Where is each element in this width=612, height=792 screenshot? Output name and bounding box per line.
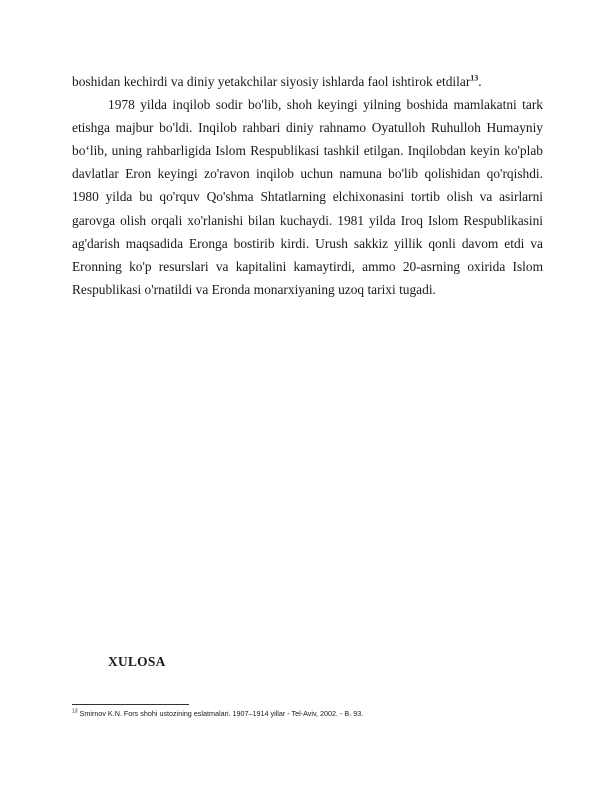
continuation-end: . xyxy=(478,74,482,89)
footnote-number: 13 xyxy=(72,708,78,715)
footnote-reference[interactable]: 13 xyxy=(470,73,479,83)
footnote-text: Smirnov K.N. Fors shohi ustozining eslatmalari. 1907–1914 yillar - Tel-Aviv, 2002. - B. 93. xyxy=(77,709,364,718)
footnote xyxy=(72,709,543,718)
continuation-paragraph xyxy=(72,70,543,93)
footnote-divider xyxy=(72,704,189,705)
section-heading: XULOSA xyxy=(108,654,166,669)
continuation-text: boshidan kechirdi va diniy yetakchilar siyosiy ishlarda faol ishtirok etdilar xyxy=(72,74,471,89)
paragraph-revolution: 1978 yilda inqilob sodir bo'lib, shoh keyingi yilning boshida mamlakatni tark etishga majbur bo'ldi. Inqilob rahbari diniy rahnamo Oyatulloh Ruhulloh Humayniy boʻlib, uning rahbarligida Islom Respublikasi tashkil etilgan. Inqilobdan keyin ko'plab davlatlar Eron keyingi zo'ravon inqilob uchun namuna bo'lib qolishidan qo'rqishdi. 1980 yilda bu qo'rquv Qo'shma Shtatlarning elchixonasini tortib olish va asirlarni garovga olish orqali xo'rlanishi bilan kuchaydi. 1981 yilda Iroq Islom Respublikasini ag'darish maqsadida Eronga bostirib kirdi. Urush sakkiz yillik qonli davom etdi va Eronning ko'p resurslari va kapitalini kamaytirdi, ammo 20-asrning oxirida Islom Respublikasi o'rnatildi va Eronda monarxiyaning uzoq tarixi tugadi. xyxy=(72,97,543,297)
body-text xyxy=(72,70,543,301)
